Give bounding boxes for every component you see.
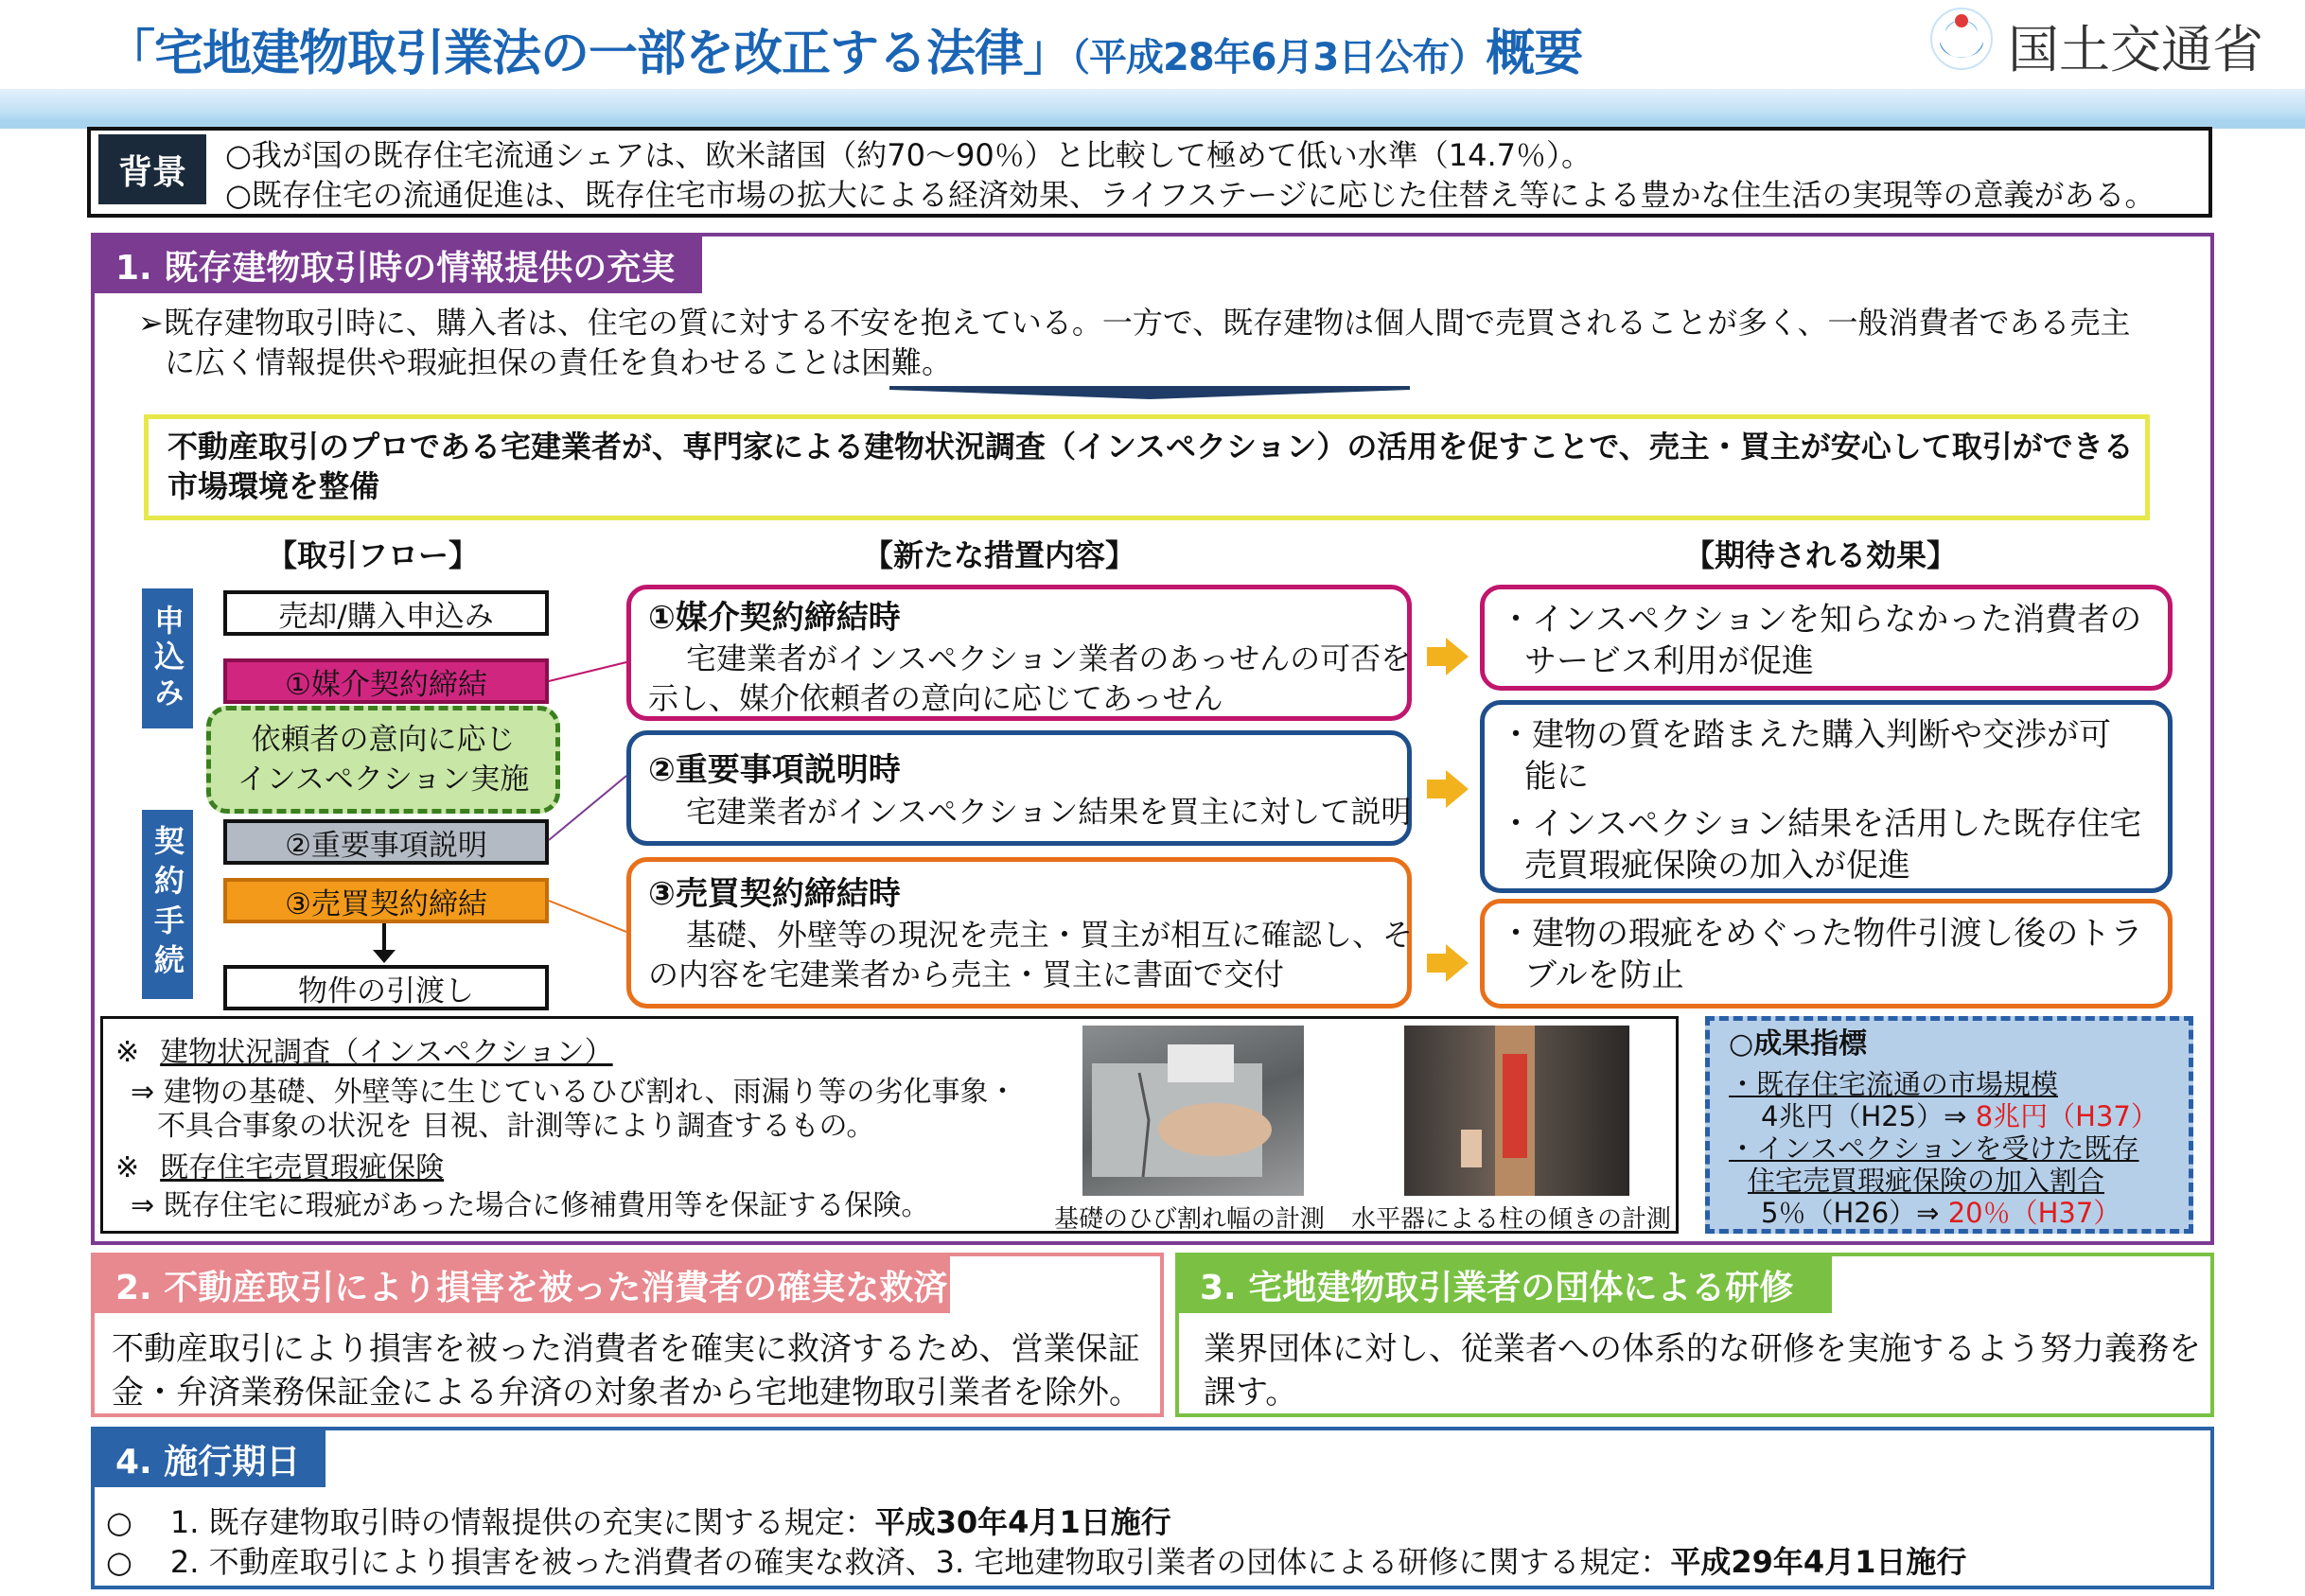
section3-title: 3. 宅地建物取引業者の団体による研修 [1179, 1256, 1832, 1313]
flow-step-2: ②重要事項説明 [223, 819, 549, 865]
goal-line-2: 市場環境を整備 [167, 468, 380, 504]
flow-step-apply: 売却/購入申込み [223, 590, 549, 636]
flow-step-3: ③売買契約締結 [223, 878, 549, 923]
note-1-body-2: 不具合事象の状況を 目視、計測等により調査するもの。 [157, 1110, 875, 1143]
effective-date-1: ○ 1. 既存建物取引時の情報提供の充実に関する規定：平成30年4月1日施行 [106, 1504, 1171, 1540]
phase-contract-label: 契約手続 [142, 810, 193, 999]
right-arrow-icon [1427, 636, 1469, 677]
photo-2-caption: 水平器による柱の傾きの計測 [1351, 1205, 1672, 1234]
note-2-body: ⇒ 既存住宅に瑕疵があった場合に修補費用等を保証する保険。 [131, 1189, 930, 1222]
kpi-1-label: ・既存住宅流通の市場規模 [1729, 1068, 2059, 1100]
kpi-2-to: 20％（H37） [1947, 1197, 2121, 1229]
note-2-heading: ※ 既存住宅売買瑕疵保険 [115, 1151, 445, 1184]
kpi-2-from: 5％（H26）⇒ [1761, 1197, 1940, 1229]
effect-3: ・建物の瑕疵をめぐった物件引渡し後のトラ ブルを防止 [1480, 899, 2173, 1008]
right-arrow-icon [1427, 768, 1469, 810]
kpi-box [1705, 1016, 2193, 1234]
section2-title: 2. 不動産取引により損害を被った消費者の確実な救済 [95, 1256, 950, 1313]
section1-title: 1. 既存建物取引時の情報提供の充実 [95, 237, 702, 293]
kpi-2-label-1: ・インスペクションを受けた既存 [1729, 1132, 2139, 1165]
col-measures-heading: 【新たな措置内容】 [863, 537, 1136, 573]
section3-body-2: 課す。 [1204, 1374, 1298, 1412]
goal-line-1: 不動産取引のプロである宅建業者が、専門家による建物状況調査（インスペクション）の活用を促すことで、売主・買主が安心して取引ができる [167, 429, 2134, 465]
kpi-1-from: 4兆円（H25）⇒ [1761, 1100, 1967, 1132]
note-1-body-1: ⇒ 建物の基礎、外壁等に生じているひび割れ、雨漏り等の劣化事象・ [131, 1076, 1017, 1109]
section2-body-1: 不動産取引により損害を被った消費者を確実に救済するため、営業保証 [112, 1330, 1140, 1368]
section1-intro-1: ➢既存建物取引時に、購入者は、住宅の質に対する不安を抱えている。一方で、既存建物は個人間で売買されることが多く、一般消費者である売主 [138, 305, 2131, 341]
foundation-crack-photo [1082, 1026, 1304, 1196]
measure-3: ③売買契約締結時 基礎、外壁等の現況を売主・買主が相互に確認し、そ の内容を宅建業者から売主・買主に書面で交付 [626, 857, 1412, 1008]
photo-1-caption: 基礎のひび割れ幅の計測 [1054, 1205, 1326, 1234]
flow-step-deliver: 物件の引渡し [223, 965, 549, 1010]
section3-body-1: 業界団体に対し、従業者への体系的な研修を実施するよう努力義務を [1204, 1330, 2201, 1368]
measure-1: ①媒介契約締結時 宅建業者がインスペクション業者のあっせんの可否を 示し、媒介依頼者の意向に応じてあっせん [626, 585, 1412, 721]
background-label: 背景 [98, 134, 206, 204]
section4-title: 4. 施行期日 [95, 1430, 326, 1487]
page-title: 「宅地建物取引業法の一部を改正する法律」（平成28年6月3日公布）概要 [106, 26, 1583, 82]
section1-intro-2: に広く情報提供や瑕疵担保の責任を負わせることは困難。 [165, 344, 953, 380]
effective-date-2: ○ 2. 不動産取引により損害を被った消費者の確実な救済、3. 宅地建物取引業者の団体による研修に関する規定：平成29年4月1日施行 [106, 1544, 1967, 1580]
pillar-level-photo [1404, 1026, 1629, 1196]
kpi-title: ○成果指標 [1729, 1027, 1868, 1061]
background-line-1: ○我が国の既存住宅流通シェアは、欧米諸国（約70～90％）と比較して極めて低い水準（14.7％）。 [225, 137, 1592, 173]
section2-body-2: 金・弁済業務保証金による弁済の対象者から宅地建物取引業者を除外。 [112, 1374, 1141, 1412]
kpi-1-to: 8兆円（H37） [1975, 1100, 2158, 1132]
background-line-2: ○既存住宅の流通促進は、既存住宅市場の拡大による経済効果、ライフステージに応じた住替え等による豊かな住生活の実現等の意義がある。 [225, 177, 2155, 213]
flow-step-1: ①媒介契約締結 [223, 658, 549, 704]
effect-2: ・建物の質を踏まえた購入判断や交渉が可 能に ・インスペクション結果を活用した既存住宅 売買瑕疵保険の加入が促進 [1480, 700, 2173, 893]
col-flow-heading: 【取引フロー】 [267, 537, 480, 573]
phase-apply-label: 申込み [142, 588, 193, 728]
note-1-heading: ※ 建物状況調査（インスペクション） [115, 1036, 613, 1069]
org-name: 国土交通省 [2008, 20, 2263, 79]
flow-inspection: 依頼者の意向に応じ インスペクション実施 [206, 706, 560, 814]
col-effects-heading: 【期待される効果】 [1684, 537, 1958, 573]
kpi-2-label-2: 住宅売買瑕疵保険の加入割合 [1748, 1165, 2105, 1197]
measure-2: ②重要事項説明時 宅建業者がインスペクション結果を買主に対して説明 [626, 730, 1412, 846]
effect-1: ・インスペクションを知らなかった消費者の サービス利用が促進 [1480, 585, 2173, 691]
right-arrow-icon [1427, 942, 1469, 984]
